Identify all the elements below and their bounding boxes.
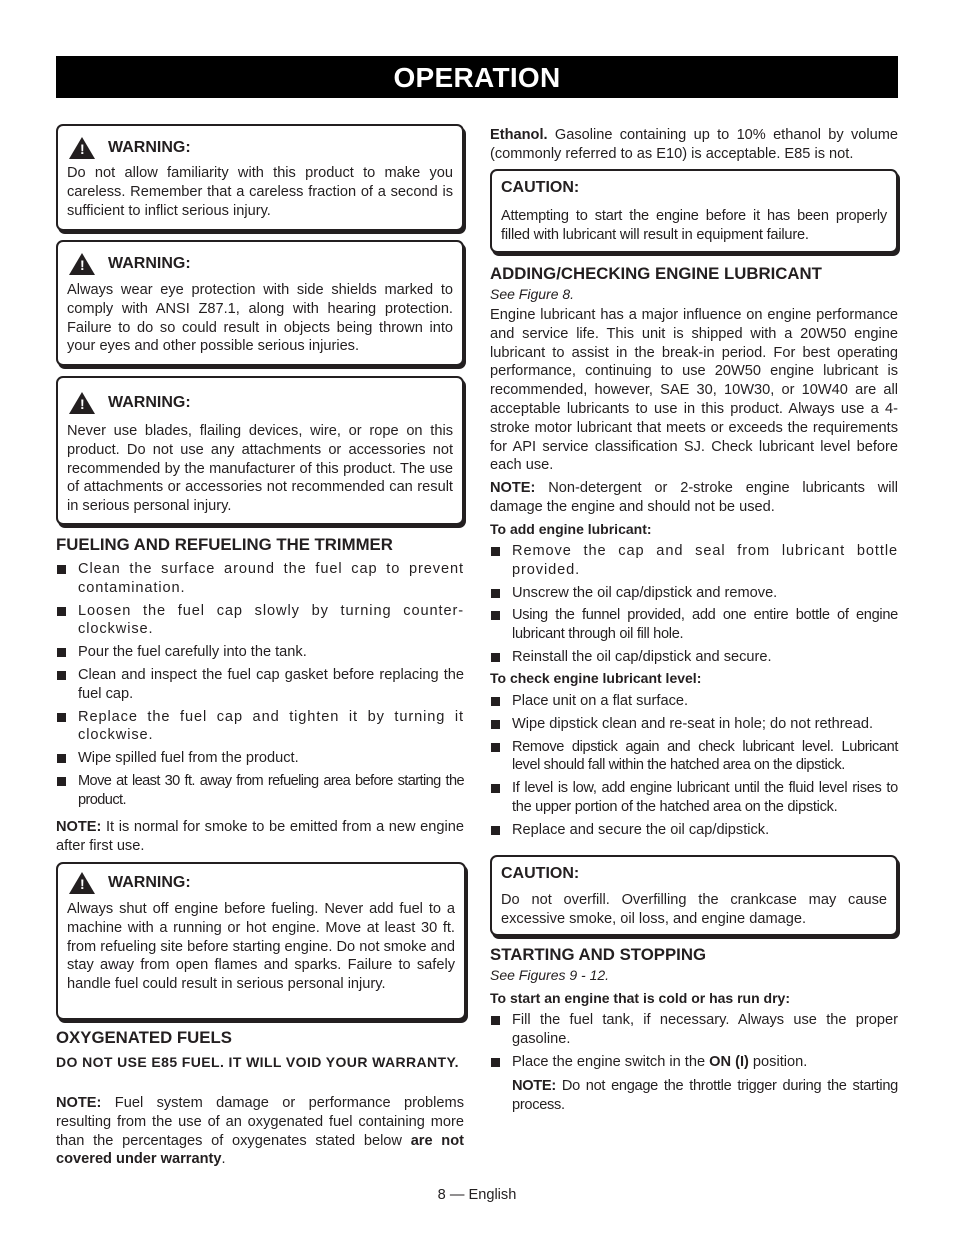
check-lubricant-heading: To check engine lubricant level: [490, 670, 702, 686]
list-item: Remove dipstick again and check lubricant level. Lubricant level should fall within the hatched area on the dipstick. [490, 738, 898, 776]
warning-title: WARNING: [108, 394, 191, 411]
list-item: If level is low, add engine lubricant until the fluid level rises to the upper portion of the hatched area on the dipstick. [490, 779, 898, 817]
lubricant-note [490, 479, 898, 517]
note-label: NOTE: [56, 1095, 102, 1111]
ethanol-label: Ethanol. [490, 127, 548, 143]
ethanol-paragraph [490, 126, 898, 164]
fueling-steps-list [56, 560, 464, 814]
starting-note [512, 1077, 898, 1115]
add-lubricant-heading: To add engine lubricant: [490, 521, 652, 537]
warning-box-fueling [56, 862, 466, 1020]
ethanol-text: Gasoline containing up to 10% ethanol by volume (commonly referred to as E10) is acceptable. E85 is not. [490, 127, 898, 162]
list-item: Replace and secure the oil cap/dipstick. [490, 821, 898, 840]
check-lubricant-list [490, 692, 898, 844]
warning-text: Do not allow familiarity with this product to make you careless. Remember that a careless fraction of a second is sufficient to inflict serious injury. [67, 165, 453, 219]
warning-title: WARNING: [108, 255, 191, 272]
figure-reference: See Figures 9 - 12. [490, 967, 610, 983]
note-label: NOTE: [490, 480, 536, 496]
oxygenated-note [56, 1094, 464, 1169]
add-lubricant-list [490, 542, 898, 671]
list-item: Place unit on a flat surface. [490, 692, 898, 711]
list-item: Fill the fuel tank, if necessary. Always use the proper gasoline. [490, 1011, 898, 1049]
list-item: Replace the fuel cap and tighten it by turning it clockwise. [56, 708, 464, 746]
item-text: position. [748, 1053, 808, 1070]
warning-text: Always wear eye protection with side shields marked to comply with ANSI Z87.1, along with hearing protection. Failure to do so could result in objects being thrown into your eyes and other possible serious injuries. [67, 282, 453, 355]
warning-text: Never use blades, flailing devices, wire, or rope on this product. Do not use any attachments or accessories not recommended by the manufacturer of this product. The use of attachments or accessories not recommended can result in serious personal injury. [67, 423, 453, 515]
caution-title: CAUTION: [501, 865, 580, 882]
caution-box-lubricant [490, 169, 898, 253]
warning-icon: ! [69, 872, 95, 894]
caution-box-overfill [490, 855, 898, 936]
note-label: NOTE: [512, 1078, 556, 1094]
warning-title: WARNING: [108, 139, 191, 156]
list-item: Wipe spilled fuel from the product. [56, 749, 464, 768]
warning-title: WARNING: [108, 874, 191, 891]
lubricant-description: Engine lubricant has a major influence on engine performance and service life. This unit is shipped with a 20W50 engine lubricant to assist in the break-in period. For best operating performance, continuing to use 20W50 engine lubricant is recommended, however, SAE 30, 10W30, or 10W40 are all acceptable lubricants to use in this product. Always use a 4-stroke motor lubricant that meets or exceeds the requirements for API service classification SJ. Check lubricant level before each use. [490, 307, 898, 474]
e85-warranty-warning: DO NOT USE E85 FUEL. IT WILL VOID YOUR WARRANTY. [56, 1054, 459, 1070]
warning-text: Always shut off engine before fueling. Never add fuel to a machine with a running or hot engine. Move at least 30 ft. from refueling site before starting engine. Do not smoke and stay away from open flames and sparks. Failure to safely handle fuel could result in serious personal injury. [67, 901, 455, 993]
starting-steps-list [490, 1011, 898, 1075]
note-label: NOTE: [56, 819, 102, 835]
item-text: Place the engine switch in the [512, 1053, 710, 1070]
switch-position: ON (I) [709, 1053, 749, 1070]
list-item: Loosen the fuel cap slowly by turning counter-clockwise. [56, 602, 464, 640]
warning-box-attachments [56, 376, 464, 525]
list-item: Clean and inspect the fuel cap gasket before replacing the fuel cap. [56, 666, 464, 704]
warning-icon: ! [69, 253, 95, 275]
note-text: Do not engage the throttle trigger during the starting process. [512, 1078, 898, 1113]
warning-icon: ! [69, 137, 95, 159]
caution-text: Do not overfill. Overfilling the crankcase may cause excessive smoke, oil loss, and engine damage. [501, 892, 887, 927]
list-item: Unscrew the oil cap/dipstick and remove. [490, 584, 898, 603]
section-heading-oxygenated: OXYGENATED FUELS [56, 1028, 232, 1047]
note-end: . [221, 1151, 226, 1168]
note-bold: are not covered under warranty [56, 1132, 464, 1168]
section-heading-lubricant: ADDING/CHECKING ENGINE LUBRICANT [490, 264, 822, 283]
list-item: Remove the cap and seal from lubricant bottle provided. [490, 542, 898, 580]
warning-box-familiarity [56, 124, 464, 231]
section-heading-fueling: FUELING AND REFUELING THE TRIMMER [56, 535, 393, 554]
list-item: Reinstall the oil cap/dipstick and secure. [490, 648, 898, 667]
note-text: It is normal for smoke to be emitted from a new engine after first use. [56, 819, 464, 854]
note-text: Fuel system damage or performance problems resulting from the use of an oxygenated fuel containing more than the percentages of oxygenates stated below [56, 1095, 464, 1149]
warning-icon: ! [69, 392, 95, 414]
list-item: Using the funnel provided, add one entire bottle of engine lubricant through oil fill hole. [490, 606, 898, 644]
list-item: Move at least 30 ft. away from refueling area before starting the product. [56, 772, 464, 810]
note-text: Non-detergent or 2-stroke engine lubricants will damage the engine and should not be used. [490, 480, 898, 515]
list-item: Pour the fuel carefully into the tank. [56, 643, 464, 662]
figure-reference: See Figure 8. [490, 286, 575, 302]
caution-text: Attempting to start the engine before it has been properly filled with lubricant will result in equipment failure. [501, 208, 887, 243]
cold-start-heading: To start an engine that is cold or has run dry: [490, 990, 791, 1006]
list-item [490, 1053, 898, 1072]
caution-title: CAUTION: [501, 179, 580, 196]
warning-box-eye-protection [56, 240, 464, 366]
page-footer: 8 — English [437, 1187, 517, 1203]
fueling-note [56, 818, 464, 856]
list-item: Wipe dipstick clean and re-seat in hole; do not rethread. [490, 715, 898, 734]
list-item: Clean the surface around the fuel cap to prevent contamination. [56, 560, 464, 598]
page-title: OPERATION [56, 56, 898, 98]
section-heading-starting: STARTING AND STOPPING [490, 945, 706, 964]
